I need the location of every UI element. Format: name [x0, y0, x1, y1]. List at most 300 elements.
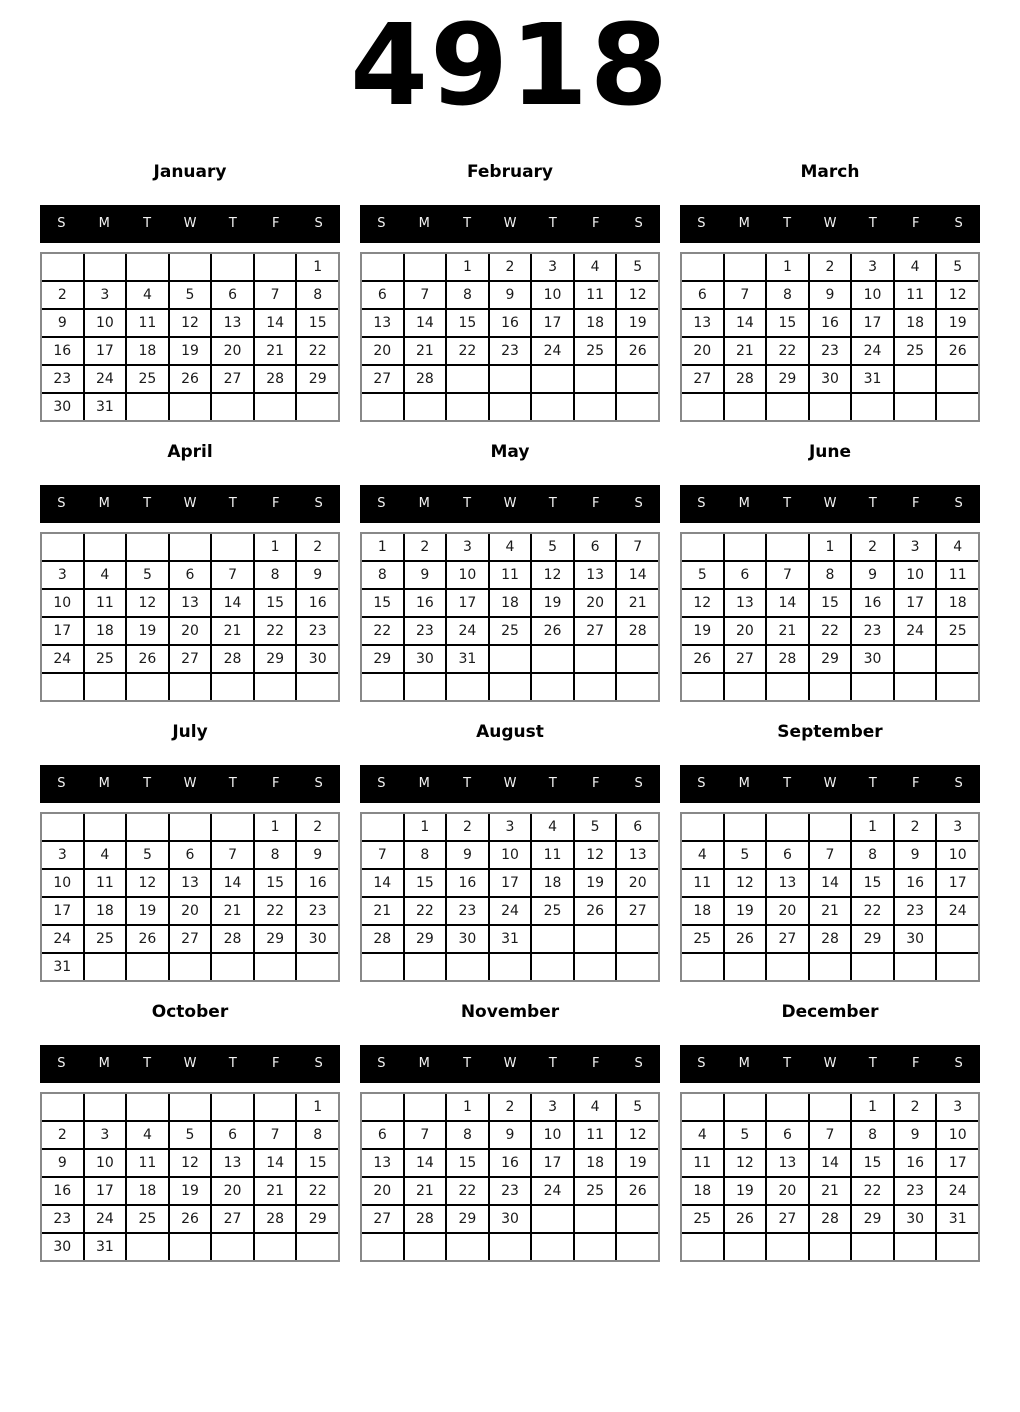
day-cell: 29: [297, 1206, 338, 1232]
weekday-label: S: [634, 776, 643, 792]
day-cell: 24: [85, 366, 126, 392]
day-cell: 13: [362, 310, 403, 336]
day-cell: 10: [937, 1122, 978, 1148]
day-cell: 23: [490, 1178, 531, 1204]
day-cell: 26: [532, 618, 573, 644]
year-title: 4918: [350, 1, 670, 131]
day-cell: 22: [297, 1178, 338, 1204]
empty-day-cell: [767, 394, 808, 420]
empty-day-cell: [170, 394, 211, 420]
empty-day-cell: [42, 814, 83, 840]
month-block: [360, 1002, 660, 1262]
day-cell: 4: [490, 534, 531, 560]
empty-day-cell: [617, 674, 658, 700]
day-cell: 27: [170, 926, 211, 952]
day-cell: 30: [490, 1206, 531, 1232]
day-cell: 30: [405, 646, 446, 672]
day-cell: 15: [297, 310, 338, 336]
day-cell: 8: [255, 562, 296, 588]
empty-day-cell: [810, 814, 851, 840]
empty-day-cell: [490, 366, 531, 392]
day-cell: 12: [532, 562, 573, 588]
day-cell: 4: [682, 1122, 723, 1148]
day-cell: 14: [617, 562, 658, 588]
weekday-label: W: [823, 1056, 837, 1072]
day-cell: 18: [575, 1150, 616, 1176]
day-cell: 21: [810, 1178, 851, 1204]
empty-day-cell: [725, 394, 766, 420]
weekday-label: S: [57, 776, 66, 792]
empty-day-cell: [405, 1094, 446, 1120]
day-cell: 29: [810, 646, 851, 672]
empty-day-cell: [852, 394, 893, 420]
day-cell: 17: [852, 310, 893, 336]
day-cell: 27: [767, 1206, 808, 1232]
empty-day-cell: [170, 254, 211, 280]
weekday-label: T: [548, 216, 557, 232]
day-cell: 21: [405, 338, 446, 364]
empty-day-cell: [682, 394, 723, 420]
day-cell: 23: [42, 366, 83, 392]
day-cell: 17: [85, 1178, 126, 1204]
day-cell: 19: [617, 1150, 658, 1176]
day-cell: 29: [405, 926, 446, 952]
day-cell: 13: [212, 310, 253, 336]
month-block: [360, 442, 660, 702]
day-cell: 10: [447, 562, 488, 588]
day-cell: 11: [127, 1150, 168, 1176]
empty-day-cell: [725, 674, 766, 700]
empty-day-cell: [810, 954, 851, 980]
empty-day-cell: [362, 1094, 403, 1120]
day-cell: 10: [85, 310, 126, 336]
empty-day-cell: [617, 366, 658, 392]
day-cell: 20: [682, 338, 723, 364]
day-cell: 10: [532, 282, 573, 308]
empty-day-cell: [532, 366, 573, 392]
empty-day-cell: [532, 1234, 573, 1260]
day-cell: 7: [255, 282, 296, 308]
day-cell: 31: [447, 646, 488, 672]
day-cell: 12: [127, 590, 168, 616]
empty-day-cell: [447, 674, 488, 700]
day-cell: 16: [490, 310, 531, 336]
day-cell: 11: [532, 842, 573, 868]
weekday-label: F: [591, 216, 600, 232]
day-cell: 27: [617, 898, 658, 924]
empty-day-cell: [532, 954, 573, 980]
day-cell: 31: [85, 1234, 126, 1260]
day-cell: 24: [937, 898, 978, 924]
day-cell: 18: [532, 870, 573, 896]
day-cell: 10: [490, 842, 531, 868]
day-cell: 8: [447, 1122, 488, 1148]
empty-day-cell: [170, 1094, 211, 1120]
month-name: November: [460, 1002, 560, 1023]
weekday-label: M: [738, 216, 750, 232]
day-cell: 14: [255, 1150, 296, 1176]
weekday-label: T: [463, 216, 472, 232]
day-cell: 12: [937, 282, 978, 308]
day-cell: 8: [297, 1122, 338, 1148]
month-name: April: [167, 442, 213, 463]
day-cell: 8: [362, 562, 403, 588]
day-cell: 9: [447, 842, 488, 868]
day-cell: 4: [575, 254, 616, 280]
day-cell: 2: [490, 1094, 531, 1120]
weekday-label: F: [271, 776, 280, 792]
weekday-label: T: [868, 496, 877, 512]
weekday-label: W: [183, 1056, 197, 1072]
day-cell: 3: [852, 254, 893, 280]
day-cell: 29: [255, 646, 296, 672]
day-cell: 27: [575, 618, 616, 644]
day-cell: 30: [447, 926, 488, 952]
day-cell: 27: [212, 366, 253, 392]
day-cell: 29: [852, 926, 893, 952]
day-cell: 24: [532, 338, 573, 364]
month-name: June: [808, 442, 852, 463]
empty-day-cell: [575, 926, 616, 952]
month-block: [40, 162, 340, 422]
day-cell: 6: [617, 814, 658, 840]
day-cell: 5: [682, 562, 723, 588]
day-cell: 19: [575, 870, 616, 896]
day-cell: 16: [447, 870, 488, 896]
empty-day-cell: [575, 366, 616, 392]
day-cell: 1: [362, 534, 403, 560]
day-cell: 1: [852, 1094, 893, 1120]
day-cell: 9: [895, 1122, 936, 1148]
weekday-label: W: [823, 496, 837, 512]
day-cell: 15: [447, 1150, 488, 1176]
day-cell: 28: [255, 366, 296, 392]
empty-day-cell: [810, 1234, 851, 1260]
date-grid: [360, 812, 660, 982]
weekday-label: S: [954, 216, 963, 232]
empty-day-cell: [532, 926, 573, 952]
empty-day-cell: [362, 254, 403, 280]
weekday-label: T: [548, 1056, 557, 1072]
weekday-label: T: [868, 216, 877, 232]
empty-day-cell: [575, 674, 616, 700]
empty-day-cell: [362, 394, 403, 420]
day-cell: 3: [42, 842, 83, 868]
empty-day-cell: [725, 254, 766, 280]
day-cell: 20: [575, 590, 616, 616]
empty-day-cell: [127, 954, 168, 980]
day-cell: 30: [42, 394, 83, 420]
day-cell: 19: [127, 898, 168, 924]
empty-day-cell: [255, 394, 296, 420]
empty-day-cell: [447, 366, 488, 392]
day-cell: 24: [85, 1206, 126, 1232]
empty-day-cell: [297, 1234, 338, 1260]
day-cell: 18: [575, 310, 616, 336]
day-cell: 6: [212, 282, 253, 308]
day-cell: 16: [895, 870, 936, 896]
day-cell: 16: [42, 338, 83, 364]
weekday-label: T: [783, 496, 792, 512]
empty-day-cell: [617, 926, 658, 952]
day-cell: 30: [810, 366, 851, 392]
empty-day-cell: [490, 394, 531, 420]
empty-day-cell: [362, 954, 403, 980]
weekday-label: S: [377, 216, 386, 232]
date-grid: [680, 1092, 980, 1262]
day-cell: 22: [767, 338, 808, 364]
empty-day-cell: [212, 954, 253, 980]
day-cell: 28: [617, 618, 658, 644]
day-cell: 31: [852, 366, 893, 392]
day-cell: 9: [42, 310, 83, 336]
day-cell: 11: [490, 562, 531, 588]
day-cell: 25: [532, 898, 573, 924]
weekday-label: T: [783, 216, 792, 232]
day-cell: 14: [725, 310, 766, 336]
empty-day-cell: [127, 534, 168, 560]
day-cell: 6: [212, 1122, 253, 1148]
weekday-label: T: [783, 776, 792, 792]
day-cell: 29: [255, 926, 296, 952]
empty-day-cell: [937, 954, 978, 980]
day-cell: 22: [405, 898, 446, 924]
day-cell: 28: [767, 646, 808, 672]
date-grid: [40, 1092, 340, 1262]
empty-day-cell: [725, 954, 766, 980]
weekday-label: M: [738, 496, 750, 512]
day-cell: 17: [447, 590, 488, 616]
empty-day-cell: [170, 534, 211, 560]
weekday-label: F: [911, 496, 920, 512]
weekday-label: T: [868, 1056, 877, 1072]
day-cell: 17: [937, 870, 978, 896]
empty-day-cell: [85, 1094, 126, 1120]
empty-day-cell: [575, 1234, 616, 1260]
day-cell: 19: [682, 618, 723, 644]
day-cell: 23: [42, 1206, 83, 1232]
day-cell: 2: [895, 814, 936, 840]
day-cell: 1: [297, 1094, 338, 1120]
empty-day-cell: [617, 1234, 658, 1260]
day-cell: 6: [362, 282, 403, 308]
day-cell: 7: [617, 534, 658, 560]
empty-day-cell: [490, 646, 531, 672]
empty-day-cell: [810, 394, 851, 420]
day-cell: 24: [895, 618, 936, 644]
months-grid: [40, 162, 980, 1262]
day-cell: 7: [362, 842, 403, 868]
weekday-header-row: [680, 485, 980, 523]
empty-day-cell: [617, 394, 658, 420]
day-cell: 22: [447, 338, 488, 364]
day-cell: 6: [725, 562, 766, 588]
day-cell: 18: [490, 590, 531, 616]
day-cell: 4: [575, 1094, 616, 1120]
weekday-label: F: [271, 496, 280, 512]
empty-day-cell: [767, 534, 808, 560]
day-cell: 5: [937, 254, 978, 280]
day-cell: 15: [767, 310, 808, 336]
day-cell: 23: [810, 338, 851, 364]
day-cell: 1: [297, 254, 338, 280]
day-cell: 5: [127, 842, 168, 868]
day-cell: 12: [170, 1150, 211, 1176]
month-name: October: [151, 1002, 229, 1023]
day-cell: 3: [937, 1094, 978, 1120]
day-cell: 6: [362, 1122, 403, 1148]
day-cell: 12: [617, 282, 658, 308]
day-cell: 13: [767, 870, 808, 896]
empty-day-cell: [405, 254, 446, 280]
day-cell: 12: [725, 870, 766, 896]
day-cell: 8: [852, 842, 893, 868]
day-cell: 8: [447, 282, 488, 308]
empty-day-cell: [212, 394, 253, 420]
weekday-header-row: [40, 205, 340, 243]
weekday-label: T: [463, 776, 472, 792]
day-cell: 5: [725, 842, 766, 868]
day-cell: 16: [297, 590, 338, 616]
empty-day-cell: [405, 674, 446, 700]
day-cell: 19: [725, 1178, 766, 1204]
weekday-label: S: [57, 496, 66, 512]
day-cell: 26: [725, 926, 766, 952]
day-cell: 25: [85, 926, 126, 952]
day-cell: 2: [297, 814, 338, 840]
day-cell: 23: [297, 898, 338, 924]
day-cell: 23: [447, 898, 488, 924]
day-cell: 7: [810, 842, 851, 868]
day-cell: 1: [810, 534, 851, 560]
day-cell: 3: [937, 814, 978, 840]
weekday-label: M: [418, 776, 430, 792]
day-cell: 9: [297, 562, 338, 588]
day-cell: 20: [362, 1178, 403, 1204]
day-cell: 19: [170, 338, 211, 364]
day-cell: 14: [255, 310, 296, 336]
empty-day-cell: [362, 814, 403, 840]
date-grid: [360, 1092, 660, 1262]
weekday-header-row: [360, 1045, 660, 1083]
day-cell: 1: [447, 1094, 488, 1120]
day-cell: 24: [532, 1178, 573, 1204]
day-cell: 7: [767, 562, 808, 588]
weekday-label: T: [548, 776, 557, 792]
day-cell: 1: [767, 254, 808, 280]
day-cell: 27: [767, 926, 808, 952]
day-cell: 27: [725, 646, 766, 672]
day-cell: 11: [895, 282, 936, 308]
day-cell: 15: [852, 870, 893, 896]
day-cell: 4: [127, 282, 168, 308]
empty-day-cell: [127, 814, 168, 840]
day-cell: 17: [490, 870, 531, 896]
day-cell: 13: [170, 590, 211, 616]
empty-day-cell: [895, 394, 936, 420]
empty-day-cell: [212, 534, 253, 560]
day-cell: 25: [937, 618, 978, 644]
empty-day-cell: [937, 926, 978, 952]
empty-day-cell: [255, 674, 296, 700]
weekday-label: W: [823, 776, 837, 792]
empty-day-cell: [852, 674, 893, 700]
day-cell: 5: [532, 534, 573, 560]
day-cell: 22: [362, 618, 403, 644]
day-cell: 24: [937, 1178, 978, 1204]
day-cell: 14: [810, 870, 851, 896]
day-cell: 27: [362, 1206, 403, 1232]
day-cell: 30: [895, 926, 936, 952]
day-cell: 24: [42, 646, 83, 672]
month-block: [680, 1002, 980, 1262]
day-cell: 15: [447, 310, 488, 336]
day-cell: 2: [405, 534, 446, 560]
month-name: September: [777, 722, 883, 743]
empty-day-cell: [575, 954, 616, 980]
day-cell: 14: [212, 590, 253, 616]
weekday-label: S: [697, 1056, 706, 1072]
empty-day-cell: [682, 954, 723, 980]
empty-day-cell: [767, 1234, 808, 1260]
weekday-label: W: [823, 216, 837, 232]
day-cell: 31: [937, 1206, 978, 1232]
day-cell: 5: [617, 254, 658, 280]
day-cell: 10: [42, 590, 83, 616]
day-cell: 9: [405, 562, 446, 588]
empty-day-cell: [255, 1234, 296, 1260]
day-cell: 28: [362, 926, 403, 952]
day-cell: 2: [447, 814, 488, 840]
weekday-label: S: [634, 216, 643, 232]
day-cell: 6: [170, 842, 211, 868]
weekday-label: S: [634, 1056, 643, 1072]
weekday-label: S: [697, 496, 706, 512]
day-cell: 1: [255, 534, 296, 560]
weekday-label: T: [463, 496, 472, 512]
empty-day-cell: [682, 254, 723, 280]
day-cell: 21: [617, 590, 658, 616]
day-cell: 16: [895, 1150, 936, 1176]
month-block: [680, 722, 980, 982]
empty-day-cell: [895, 954, 936, 980]
day-cell: 20: [212, 338, 253, 364]
date-grid: [680, 252, 980, 422]
day-cell: 21: [810, 898, 851, 924]
weekday-label: W: [503, 496, 517, 512]
empty-day-cell: [255, 1094, 296, 1120]
day-cell: 3: [85, 282, 126, 308]
day-cell: 25: [682, 926, 723, 952]
empty-day-cell: [895, 646, 936, 672]
day-cell: 23: [895, 898, 936, 924]
day-cell: 15: [810, 590, 851, 616]
day-cell: 9: [490, 1122, 531, 1148]
day-cell: 16: [852, 590, 893, 616]
day-cell: 23: [852, 618, 893, 644]
day-cell: 26: [127, 926, 168, 952]
weekday-label: S: [697, 216, 706, 232]
empty-day-cell: [127, 1234, 168, 1260]
day-cell: 14: [405, 310, 446, 336]
weekday-label: M: [738, 776, 750, 792]
empty-day-cell: [937, 1234, 978, 1260]
day-cell: 3: [42, 562, 83, 588]
day-cell: 29: [767, 366, 808, 392]
weekday-header-row: [680, 765, 980, 803]
empty-day-cell: [85, 534, 126, 560]
weekday-label: W: [183, 216, 197, 232]
